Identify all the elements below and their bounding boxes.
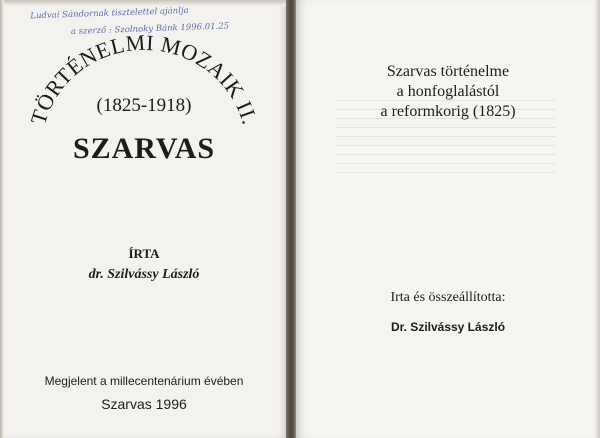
author-name: dr. Szilvássy László bbox=[88, 267, 200, 282]
title-line-1: Szarvas történelme bbox=[386, 63, 510, 80]
publication-place-year: Szarvas 1996 bbox=[101, 396, 187, 412]
left-page bbox=[0, 0, 288, 438]
title-line-3: a reformkorig (1825) bbox=[380, 103, 516, 120]
credit-label: Irta és összeállította: bbox=[390, 290, 506, 305]
dedication-line-2: a szerző : Szolnoky Bánk 1996.01.25 bbox=[70, 21, 230, 37]
right-page bbox=[296, 0, 600, 438]
years-range: (1825-1918) bbox=[96, 95, 192, 116]
show-through-text bbox=[336, 100, 556, 180]
author-name: Dr. Szilvássy László bbox=[390, 320, 506, 334]
series-title-text: TÖRTÉNELMI MOZAIK II. bbox=[25, 30, 263, 128]
by-label: ÍRTA bbox=[128, 246, 160, 261]
title-line-2: a honfoglalástól bbox=[396, 83, 500, 100]
dedication-line-1: Ludvai Sándornak tisztelettel ajánlja bbox=[30, 5, 189, 22]
place-title: SZARVAS bbox=[72, 132, 216, 165]
publication-note: Megjelent a millecentenárium évében bbox=[44, 374, 244, 388]
page-edge-shadow bbox=[0, 0, 4, 438]
